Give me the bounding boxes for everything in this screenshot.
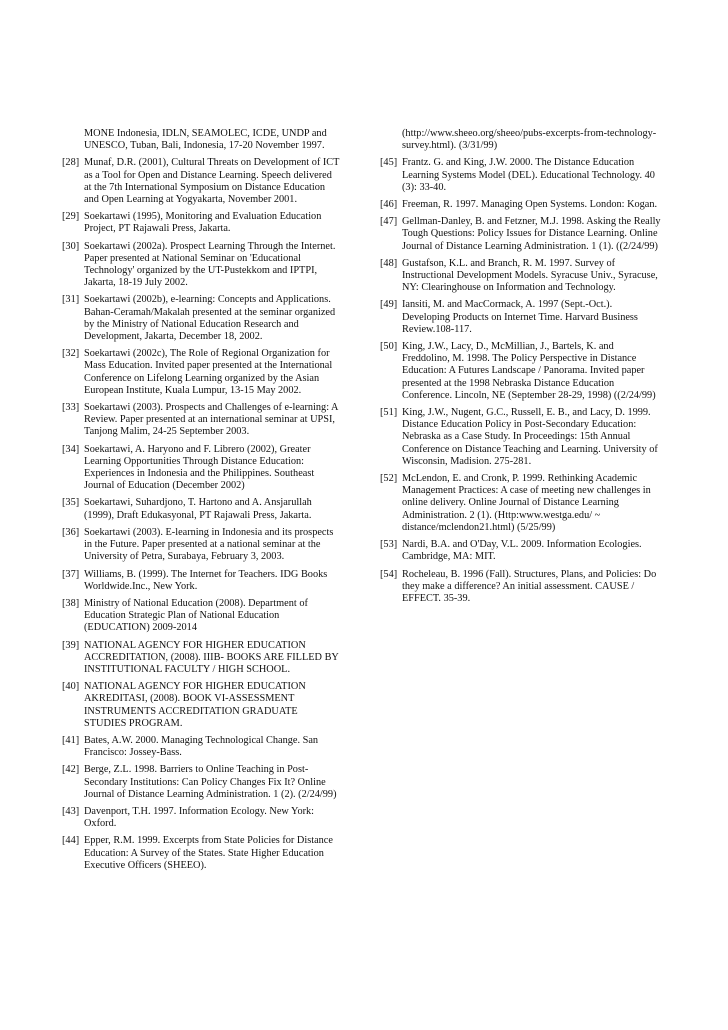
- reference-number: [33]: [62, 402, 80, 414]
- reference-entry: [62, 806, 340, 830]
- reference-number: [46]: [380, 199, 398, 211]
- reference-text: (http://www.sheeo.org/sheeo/pubs-excerpts-from-technology-survey.html). (3/31/99): [402, 128, 657, 152]
- reference-number: [43]: [62, 805, 80, 817]
- reference-text: Soekartawi (2002a). Prospect Learning Through the Internet. Paper presented at National Seminar on 'Educational Technology' organized by the UT-Pustekkom and IPTPI, Jakarta, 18-19 July 2002.: [84, 240, 336, 289]
- reference-entry: [380, 539, 662, 563]
- reference-number: [34]: [62, 443, 80, 455]
- reference-text: Munaf, D.R. (2001), Cultural Threats on Development of ICT as a Tool for Open and Distance Learning. Speech delivered at the 7th International Symposium on Distance Education and Open Learning at Yogyakarta, November 2001.: [84, 157, 340, 206]
- reference-entry: [62, 294, 340, 343]
- reference-entry: [62, 681, 340, 730]
- reference-continuation: [380, 128, 662, 152]
- reference-text: Nardi, B.A. and O'Day, V.L. 2009. Information Ecologies. Cambridge, MA: MIT.: [402, 539, 642, 563]
- reference-text: Iansiti, M. and MacCormack, A. 1997 (Sept.-Oct.). Developing Products on Internet Time. Harvard Business Review.108-117.: [402, 299, 638, 335]
- reference-entry: [62, 598, 340, 635]
- reference-text: NATIONAL AGENCY FOR HIGHER EDUCATION AKREDITASI, (2008). BOOK VI-ASSESSMENT INSTRUMENTS ACCREDITATION GRADUATE STUDIES PROGRAM.: [84, 681, 306, 729]
- reference-number: [35]: [62, 497, 80, 509]
- reference-entry: [62, 764, 340, 801]
- reference-text: Freeman, R. 1997. Managing Open Systems. London: Kogan.: [402, 199, 658, 211]
- reference-entry: [62, 157, 340, 206]
- reference-number: [32]: [62, 348, 80, 360]
- reference-number: [49]: [380, 299, 398, 311]
- reference-number: [51]: [380, 407, 398, 419]
- reference-entry: [380, 199, 662, 211]
- references-right-column: [380, 128, 662, 610]
- reference-number: [45]: [380, 157, 398, 169]
- reference-number: [41]: [62, 734, 80, 746]
- reference-number: [54]: [380, 568, 398, 580]
- reference-number: [47]: [380, 216, 398, 228]
- reference-continuation: [62, 128, 340, 152]
- reference-entry: [62, 497, 340, 521]
- reference-text: Soekartawi, Suhardjono, T. Hartono and A. Ansjarullah (1999), Draft Edukasyonal, PT Rajawali Press, Jakarta.: [84, 497, 312, 521]
- reference-text: King, J.W., Nugent, G.C., Russell, E. B., and Lacy, D. 1999. Distance Education Policy in Post-Secondary Education: Nebraska as a Case Study. In Proceedings: 15th Annual Conference on Distance Teaching and Learning. University of Wisconsin, Madision. 275-281.: [402, 407, 658, 467]
- reference-number: [40]: [62, 681, 80, 693]
- references-left-column: [62, 128, 340, 877]
- reference-entry: [62, 527, 340, 564]
- reference-text: Soekartawi (2003). E-learning in Indonesia and its prospects in the Future. Paper presented at a national seminar at the University of Petra, Surabaya, February 3, 2003.: [84, 526, 334, 563]
- reference-entry: [62, 569, 340, 593]
- reference-number: [29]: [62, 211, 80, 223]
- reference-entry: [62, 735, 340, 759]
- reference-text: Davenport, T.H. 1997. Information Ecology. New York: Oxford.: [84, 805, 315, 830]
- reference-entry: [62, 211, 340, 235]
- reference-text: NATIONAL AGENCY FOR HIGHER EDUCATION ACCREDITATION, (2008). IIIB- BOOKS ARE FILLED BY INSTITUTIONAL FACULTY / HIGH SCHOOL.: [84, 639, 339, 675]
- reference-text: King, J.W., Lacy, D., McMillian, J., Bartels, K. and Freddolino, M. 1998. The Policy Perspective in Distance Education: A Futures Landscape / Panorama. Invited paper presented at the 1998 Nebraska Distance Education Conference. Lincoln, NE (September 28-29, 1998) ((2/24/99): [402, 341, 656, 401]
- reference-number: [50]: [380, 341, 398, 353]
- reference-entry: [62, 241, 340, 290]
- reference-number: [53]: [380, 539, 398, 551]
- reference-text: Ministry of National Education (2008). Department of Education Strategic Plan of National Education (EDUCATION) 2009-2014: [84, 597, 308, 634]
- reference-number: [39]: [62, 639, 80, 651]
- reference-text: Soekartawi, A. Haryono and F. Librero (2002), Greater Learning Opportunities Through Distance Education: Experiences in Indonesia and the Philippines. Southeast Journal of Education (December 2002): [84, 443, 315, 492]
- reference-number: [48]: [380, 257, 398, 269]
- reference-entry: [380, 157, 662, 194]
- reference-text: Soekartawi (2002c), The Role of Regional Organization for Mass Education. Invited paper presented at the International Conference on Lifelong Learning organized by the Asian European Institute, Kuala Lumpur, 13-15 May 2002.: [84, 348, 333, 396]
- reference-text: Soekartawi (1995), Monitoring and Evaluation Education Project, PT Rajawali Press, Jakarta.: [84, 211, 322, 235]
- reference-text: Soekartawi (2003). Prospects and Challenges of e-learning: A Review. Paper presented at an international seminar at UPSI, Tanjong Malim, 24-25 September 2003.: [84, 402, 338, 438]
- reference-text: MONE Indonesia, IDLN, SEAMOLEC, ICDE, UNDP and UNESCO, Tuban, Bali, Indonesia, 17-20 November 1997.: [84, 128, 327, 152]
- reference-text: Bates, A.W. 2000. Managing Technological Change. San Francisco: Jossey-Bass.: [84, 734, 319, 759]
- reference-number: [30]: [62, 240, 80, 252]
- reference-text: Rocheleau, B. 1996 (Fall). Structures, Plans, and Policies: Do they make a difference? An initial assessment. CAUSE / EFFECT. 35-39.: [402, 568, 657, 604]
- reference-number: [28]: [62, 157, 80, 169]
- reference-text: Williams, B. (1999). The Internet for Teachers. IDG Books Worldwide.Inc., New York.: [84, 568, 328, 592]
- reference-text: Gellman-Danley, B. and Fetzner, M.J. 1998. Asking the Really Tough Questions: Policy Issues for Distance Learning. Online Journal of Distance Learning Administration. 1 (1). ((2/24/99): [402, 216, 661, 252]
- reference-entry: [380, 299, 662, 336]
- reference-number: [38]: [62, 597, 80, 609]
- reference-number: [37]: [62, 568, 80, 580]
- reference-number: [42]: [62, 764, 80, 776]
- reference-entry: [380, 258, 662, 295]
- reference-text: Soekartawi (2002b), e-learning: Concepts and Applications. Bahan-Ceramah/Makalah presented at the seminar organized by the Ministry of National Education Research and Development, Jakarta, December 18, 2002.: [84, 294, 336, 343]
- reference-entry: [380, 216, 662, 253]
- reference-number: [36]: [62, 526, 80, 538]
- reference-number: [44]: [62, 835, 80, 847]
- reference-entry: [380, 473, 662, 534]
- reference-entry: [62, 835, 340, 872]
- reference-entry: [62, 640, 340, 677]
- reference-entry: [380, 341, 662, 402]
- reference-text: Frantz. G. and King, J.W. 2000. The Distance Education Learning Systems Model (DEL). Educational Technology. 40 (3): 33-40.: [402, 157, 655, 193]
- reference-number: [52]: [380, 473, 398, 485]
- reference-entry: [62, 348, 340, 397]
- reference-text: Epper, R.M. 1999. Excerpts from State Policies for Distance Education: A Survey of the States. State Higher Education Executive Officers (SHEEO).: [84, 835, 333, 871]
- reference-entry: [62, 444, 340, 493]
- reference-text: McLendon, E. and Cronk, P. 1999. Rethinking Academic Management Practices: A case of meeting new challenges in online delivery. Online Journal of Distance Learning Administration. 2 (1). (Http:www.westga.edu/ ~ distance/mclendon21.html) (5/25/99): [402, 473, 651, 533]
- reference-text: Gustafson, K.L. and Branch, R. M. 1997. Survey of Instructional Development Models. Syracuse Univ., Syracuse, NY: Clearinghouse on Information and Technology.: [402, 257, 658, 294]
- reference-entry: [380, 569, 662, 606]
- reference-entry: [380, 407, 662, 468]
- reference-entry: [62, 402, 340, 439]
- reference-number: [31]: [62, 294, 80, 306]
- reference-text: Berge, Z.L. 1998. Barriers to Online Teaching in Post-Secondary Institutions: Can Policy Changes Fix It? Online Journal of Distance Learning Administration. 1 (2). (2/24/99): [84, 764, 337, 800]
